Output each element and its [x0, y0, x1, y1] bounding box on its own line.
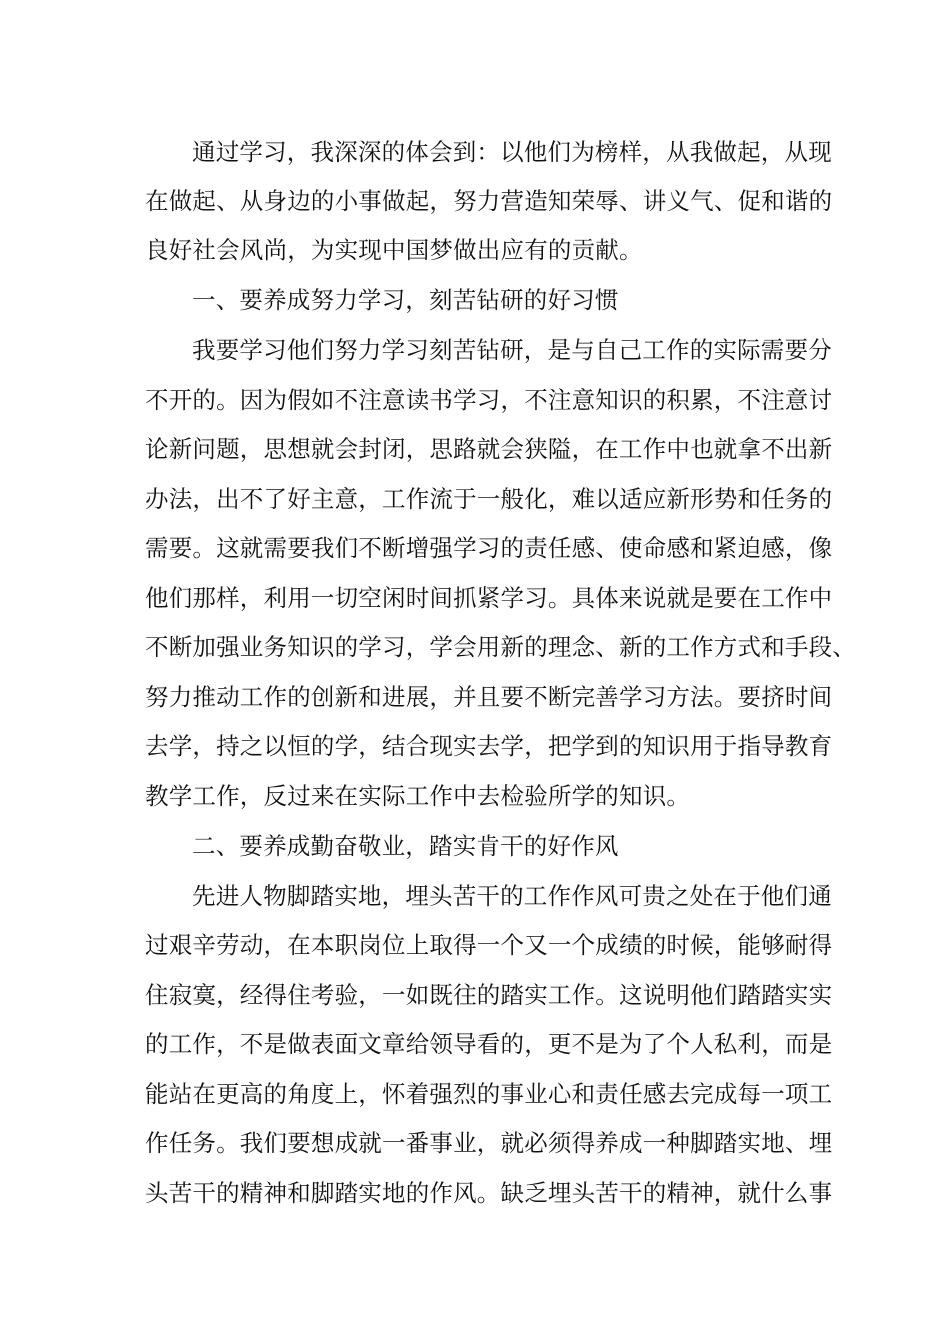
paragraph-2-line-4: 办法，出不了好主意，工作流于一般化，难以适应新形势和任务的: [145, 485, 833, 513]
section-heading-1: 一、要养成努力学习，刻苦钻研的好习惯: [192, 286, 619, 314]
section-heading-2: 二、要养成勤奋敬业，踏实肯干的好作风: [192, 832, 619, 860]
paragraph-2-line-3: 论新问题，思想就会封闭，思路就会狭隘，在工作中也就拿不出新: [145, 435, 833, 463]
paragraph-3-line-2: 过艰辛劳动，在本职岗位上取得一个又一个成绩的时候，能够耐得: [145, 931, 833, 959]
paragraph-2-line-10: 教学工作，反过来在实际工作中去检验所学的知识。: [145, 782, 691, 810]
paragraph-3-line-1: 先进人物脚踏实地，埋头苦干的工作作风可贵之处在于他们通: [192, 882, 832, 910]
paragraph-1-line-1: 通过学习，我深深的体会到：以他们为榜样，从我做起，从现: [192, 138, 832, 166]
paragraph-2-line-2: 不开的。因为假如不注意读书学习，不注意知识的积累，不注意讨: [145, 386, 833, 414]
paragraph-3-line-7: 头苦干的精神和脚踏实地的作风。缺乏埋头苦干的精神，就什么事: [145, 1179, 833, 1207]
paragraph-2-line-6: 他们那样，利用一切空闲时间抓紧学习。具体来说就是要在工作中: [145, 584, 833, 612]
paragraph-2-line-7: 不断加强业务知识的学习，学会用新的理念、新的工作方式和手段、: [145, 633, 856, 661]
paragraph-3-line-5: 能站在更高的角度上，怀着强烈的事业心和责任感去完成每一项工: [145, 1080, 833, 1108]
paragraph-1-line-3: 良好社会风尚，为实现中国梦做出应有的贡献。: [145, 236, 643, 264]
paragraph-2-line-5: 需要。这就需要我们不断增强学习的责任感、使命感和紧迫感，像: [145, 534, 833, 562]
paragraph-3-line-6: 作任务。我们要想成就一番事业，就必须得养成一种脚踏实地、埋: [145, 1129, 833, 1157]
paragraph-2-line-9: 去学，持之以恒的学，结合现实去学，把学到的知识用于指导教育: [145, 732, 833, 760]
paragraph-2-line-1: 我要学习他们努力学习刻苦钻研，是与自己工作的实际需要分: [192, 336, 832, 364]
paragraph-3-line-3: 住寂寞，经得住考验，一如既往的踏实工作。这说明他们踏踏实实: [145, 981, 833, 1009]
paragraph-2-line-8: 努力推动工作的创新和进展，并且要不断完善学习方法。要挤时间: [145, 683, 833, 711]
paragraph-1-line-2: 在做起、从身边的小事做起，努力营造知荣辱、讲义气、促和谐的: [145, 187, 833, 215]
paragraph-3-line-4: 的工作，不是做表面文章给领导看的，更不是为了个人私利，而是: [145, 1030, 833, 1058]
